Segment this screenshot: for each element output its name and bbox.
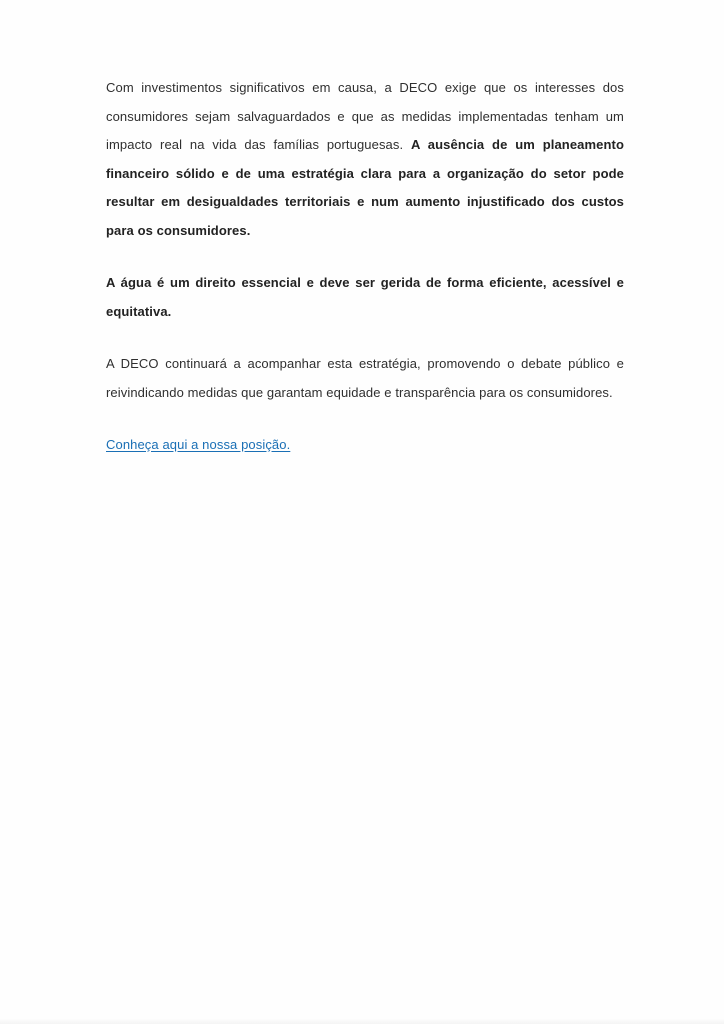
paragraph-deco-commitment <box>106 350 624 407</box>
paragraph-deco-commitment-text: A DECO continuará a acompanhar esta estratégia, promovendo o debate público e reivindicando medidas que garantam equidade e transparência para os consumidores. <box>106 356 624 400</box>
position-link[interactable]: Conheça aqui a nossa posição. <box>106 437 291 452</box>
paragraph-investments-bold-text: A ausência de um planeamento financeiro sólido e de uma estratégia clara para a organização do setor pode resultar em desigualdades territoriais e num aumento injustificado dos custos para os consumidores. <box>106 137 624 238</box>
paragraph-investments-text: Com investimentos significativos em causa, a DECO exige que os interesses dos consumidores sejam salvaguardados e que as medidas implementadas tenham um impacto real na vida das famílias portuguesas. <box>106 80 624 152</box>
document-body <box>106 74 624 484</box>
paragraph-link <box>106 431 624 460</box>
paragraph-investments <box>106 74 624 245</box>
paragraph-water-right <box>106 269 624 326</box>
scan-bottom-edge <box>0 1018 724 1024</box>
paragraph-water-right-bold-text: A água é um direito essencial e deve ser gerida de forma eficiente, acessível e equitativa. <box>106 275 624 319</box>
